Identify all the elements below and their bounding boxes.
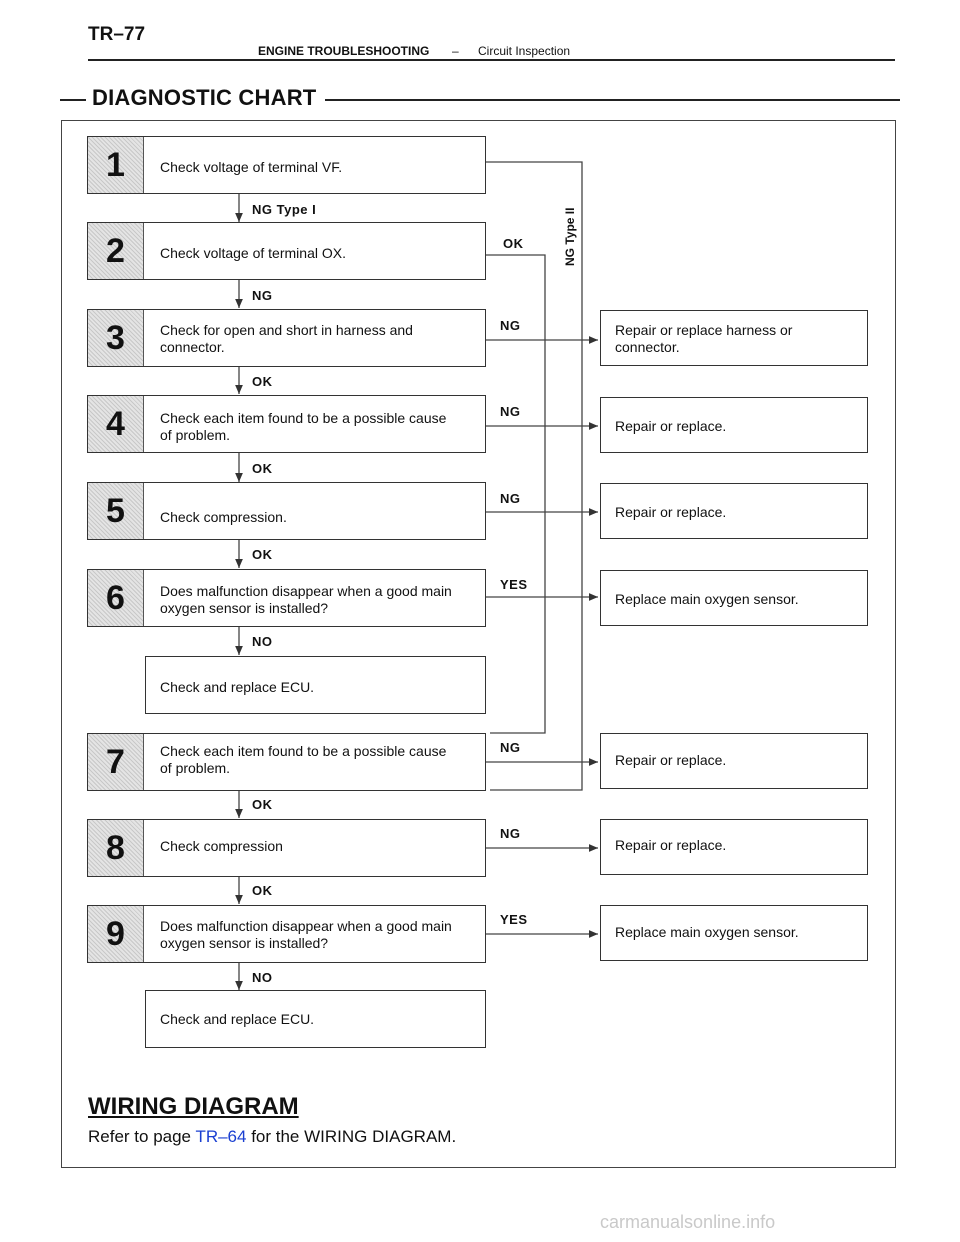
flow-label-down-8: OK	[252, 883, 273, 898]
step-text: Check compression	[160, 838, 283, 854]
step-text-line: of problem.	[160, 760, 231, 776]
flow-label-down-1: NG Type I	[252, 202, 317, 217]
step-number: 9	[88, 906, 144, 962]
flow-label-right-3: NG	[500, 318, 521, 333]
step-4-box	[87, 395, 486, 453]
result-text: Repair or replace.	[615, 418, 727, 434]
step-text-line: Check for open and short in harness and	[160, 322, 413, 338]
step-text: Check compression.	[160, 509, 287, 525]
step-text-line: Does malfunction disappear when a good main	[160, 583, 452, 599]
step-5-box	[87, 482, 486, 540]
header-subsection: Circuit Inspection	[478, 44, 571, 58]
flow-label-down-3: OK	[252, 374, 273, 389]
result-text: Repair or replace.	[615, 837, 727, 853]
flow-label-right-2: OK	[503, 236, 524, 251]
step-6-box	[87, 569, 486, 627]
ecu-text: Check and replace ECU.	[160, 1011, 315, 1027]
wiring-text-suffix: for the WIRING DIAGRAM.	[246, 1127, 457, 1146]
diagnostic-chart-title: DIAGNOSTIC CHART	[92, 85, 317, 110]
wiring-diagram-title: WIRING DIAGRAM	[88, 1093, 299, 1120]
flow-label-right-4: NG	[500, 404, 521, 419]
result-box-4	[600, 570, 868, 626]
ecu-box-2	[145, 990, 486, 1048]
wiring-text-prefix: Refer to page	[88, 1127, 196, 1146]
flow-label-down-9: NO	[252, 970, 273, 985]
step-text: Check voltage of terminal OX.	[160, 245, 346, 261]
step-text-line: oxygen sensor is installed?	[160, 600, 329, 616]
step-text	[160, 583, 452, 617]
step-text	[160, 410, 446, 444]
wiring-page-link[interactable]: TR–64	[195, 1127, 247, 1146]
result-box-2	[600, 397, 868, 453]
header-section: ENGINE TROUBLESHOOTING	[258, 44, 430, 58]
flow-label-down-7: OK	[252, 797, 273, 812]
step-8-box	[87, 819, 486, 877]
result-text	[615, 322, 792, 356]
step-7-box	[87, 733, 486, 791]
header-separator: –	[452, 44, 459, 58]
flow-label-right-6: YES	[500, 577, 528, 592]
step-text-line: connector.	[160, 339, 225, 355]
ecu-text: Check and replace ECU.	[160, 679, 315, 695]
result-text: Replace main oxygen sensor.	[615, 591, 799, 607]
step-text	[160, 743, 446, 777]
step-number: 3	[88, 310, 144, 366]
result-text: Replace main oxygen sensor.	[615, 924, 799, 940]
ecu-box-1	[145, 656, 486, 714]
step-text-line: Does malfunction disappear when a good main	[160, 918, 452, 934]
result-box-6	[600, 819, 868, 875]
step-number: 1	[88, 137, 144, 193]
step-1-box	[87, 136, 486, 194]
step-text	[160, 918, 452, 952]
flow-label-ng-type-2: NG Type II	[563, 207, 577, 266]
flow-label-right-7: NG	[500, 740, 521, 755]
flow-label-right-5: NG	[500, 491, 521, 506]
step-text-line: of problem.	[160, 427, 231, 443]
result-text: Repair or replace.	[615, 504, 727, 520]
step-text	[160, 322, 413, 356]
result-box-5	[600, 733, 868, 789]
step-number: 8	[88, 820, 144, 876]
step-text-line: Check each item found to be a possible cause	[160, 410, 447, 426]
result-box-1	[600, 310, 868, 366]
step-number: 4	[88, 396, 144, 452]
result-text: Repair or replace.	[615, 752, 727, 768]
step-number: 6	[88, 570, 144, 626]
result-box-3	[600, 483, 868, 539]
result-text-line: Repair or replace harness or	[615, 322, 793, 338]
flow-label-down-6: NO	[252, 634, 273, 649]
flow-label-right-8: NG	[500, 826, 521, 841]
step-text-line: oxygen sensor is installed?	[160, 935, 329, 951]
result-box-7	[600, 905, 868, 961]
step-number: 5	[88, 483, 144, 539]
flow-label-right-9: YES	[500, 912, 528, 927]
step-text: Check voltage of terminal VF.	[160, 159, 343, 175]
flow-label-down-5: OK	[252, 547, 273, 562]
step-text-line: Check each item found to be a possible cause	[160, 743, 447, 759]
wiring-diagram-text	[88, 1127, 456, 1147]
step-number: 7	[88, 734, 144, 790]
step-9-box	[87, 905, 486, 963]
step-number: 2	[88, 223, 144, 279]
footer-watermark: carmanualsonline.info	[600, 1212, 776, 1232]
result-text-line: connector.	[615, 339, 680, 355]
flow-label-down-2: NG	[252, 288, 273, 303]
page-number: TR–77	[88, 24, 146, 45]
step-3-box	[87, 309, 486, 367]
step-2-box	[87, 222, 486, 280]
flow-label-down-4: OK	[252, 461, 273, 476]
